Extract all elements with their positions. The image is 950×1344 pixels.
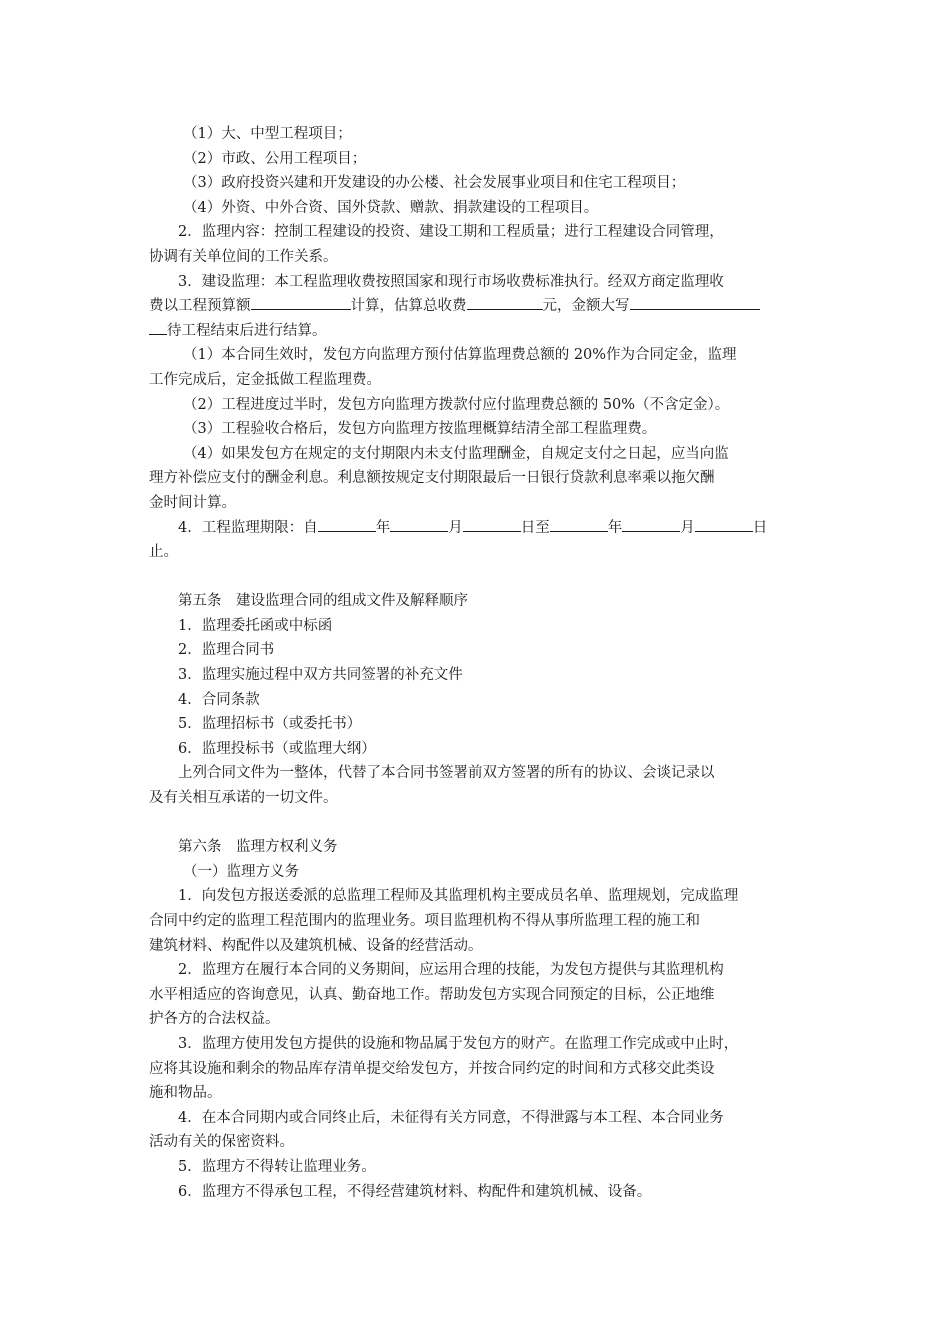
- paragraph-line: 3．建设监理：本工程监理收费按照国家和现行市场收费标准执行。经双方商定监理收: [178, 273, 724, 290]
- paragraph-line: 3．监理方使用发包方提供的设施和物品属于发包方的财产。在监理工作完成或中止时，: [178, 1035, 739, 1052]
- section-heading: 第六条 监理方权利义务: [178, 839, 338, 856]
- paragraph-line: 4．在本合同期内或合同终止后，未征得有关方同意，不得泄露与本工程、本合同业务: [178, 1109, 724, 1126]
- list-item: 3．监理实施过程中双方共同签署的补充文件: [178, 667, 463, 684]
- paragraph-line: [149, 319, 811, 344]
- text-segment: 4．工程监理期限：自: [178, 519, 318, 536]
- text-segment: 费以工程预算额: [149, 298, 251, 315]
- paragraph-line: 1．向发包方报送委派的总监理工程师及其监理机构主要成员名单、监理规划，完成监理: [178, 888, 739, 905]
- blank-field: [149, 319, 167, 335]
- paragraph-line: 金时间计算。: [149, 494, 236, 511]
- paragraph-line: 2．监理方在履行本合同的义务期间，应运用合理的技能，为发包方提供与其监理机构: [178, 962, 724, 979]
- paragraph-line: 上列合同文件为一整体，代替了本合同书签署前双方签署的所有的协议、会谈记录以: [178, 765, 715, 782]
- list-item: 1．监理委托函或中标函: [178, 617, 333, 634]
- paragraph-line: （4）如果发包方在规定的支付期限内未支付监理酬金，自规定支付之日起，应当向监: [183, 445, 729, 462]
- period-blank-line: [149, 516, 811, 541]
- paragraph-line: 及有关相互承诺的一切文件。: [149, 790, 338, 807]
- paragraph-line: 2．监理内容：控制工程建设的投资、建设工期和工程质量；进行工程建设合同管理，: [178, 224, 724, 241]
- blank-field: [318, 516, 376, 532]
- document-page: [149, 122, 811, 1204]
- text-segment: 月: [680, 519, 695, 536]
- list-item: （1）大、中型工程项目；: [183, 126, 352, 142]
- paragraph-line: 护各方的合法权益。: [149, 1011, 280, 1028]
- paragraph-line: 活动有关的保密资料。: [149, 1134, 294, 1151]
- text-segment: 年: [375, 519, 391, 536]
- blank-field: [251, 294, 351, 310]
- blank-field: [390, 516, 448, 532]
- paragraph-line: 合同中约定的监理工程范围内的监理业务。项目监理机构不得从事所监理工程的施工和: [149, 913, 700, 929]
- list-item: 6．监理投标书（或监理大纲）: [178, 740, 376, 757]
- list-item: （4）外资、中外合资、国外贷款、赠款、捐款建设的工程项目。: [183, 199, 599, 216]
- subsection-heading: （一）监理方义务: [183, 863, 299, 880]
- paragraph-line: 6．监理方不得承包工程，不得经营建筑材料、构配件和建筑机械、设备。: [178, 1183, 652, 1200]
- blank-field: [630, 294, 760, 310]
- text-segment: 日至: [520, 519, 550, 536]
- blank-field: [463, 516, 521, 532]
- text-segment: 待工程结束后进行结算。: [167, 322, 327, 339]
- text-segment: 日: [752, 519, 768, 536]
- text-segment: 月: [448, 519, 463, 536]
- paragraph-line: 水平相适应的咨询意见，认真、勤奋地工作。帮助发包方实现合同预定的目标，公正地维: [149, 986, 715, 1003]
- paragraph-line: 施和物品。: [149, 1085, 222, 1102]
- text-segment: 计算，估算总收费: [350, 298, 467, 315]
- spacer: [149, 565, 811, 590]
- text-segment: 年: [607, 519, 623, 536]
- paragraph-line: （2）工程进度过半时，发包方向监理方拨款付应付监理费总额的 50%（不含定金）。: [183, 396, 730, 413]
- blank-field: [695, 516, 753, 532]
- section-heading: 第五条 建设监理合同的组成文件及解释顺序: [178, 593, 468, 610]
- paragraph-line: 应将其设施和剩余的物品库存清单提交给发包方，并按合同约定的时间和方式移交此类设: [149, 1060, 715, 1077]
- list-item: 4．合同条款: [178, 691, 260, 708]
- blank-field: [550, 516, 608, 532]
- paragraph-line: 协调有关单位间的工作关系。: [149, 248, 338, 265]
- blank-field: [622, 516, 680, 532]
- paragraph-line: （1）本合同生效时，发包方向监理方预付估算监理费总额的 20%作为合同定金，监理: [183, 347, 737, 364]
- paragraph-line: 5．监理方不得转让监理业务。: [178, 1158, 376, 1175]
- list-item: （2）市政、公用工程项目；: [183, 150, 367, 167]
- blank-field: [467, 294, 543, 310]
- paragraph-line: 理方补偿应支付的酬金利息。利息额按规定支付期限最后一日银行贷款利息率乘以拖欠酬: [149, 470, 715, 487]
- list-item: 5．监理招标书（或委托书）: [178, 716, 362, 733]
- paragraph-line: 建筑材料、构配件以及建筑机械、设备的经营活动。: [149, 937, 483, 954]
- paragraph-line: （3）工程验收合格后，发包方向监理方按监理概算结清全部工程监理费。: [183, 421, 657, 438]
- paragraph-line: 止。: [149, 544, 178, 561]
- spacer: [149, 811, 811, 836]
- list-item: 2．监理合同书: [178, 642, 275, 659]
- fee-blank-line: [149, 294, 811, 319]
- text-segment: 元，金额大写: [542, 298, 630, 315]
- paragraph-line: 工作完成后，定金抵做工程监理费。: [149, 371, 381, 388]
- list-item: （3）政府投资兴建和开发建设的办公楼、社会发展事业项目和住宅工程项目；: [183, 175, 686, 192]
